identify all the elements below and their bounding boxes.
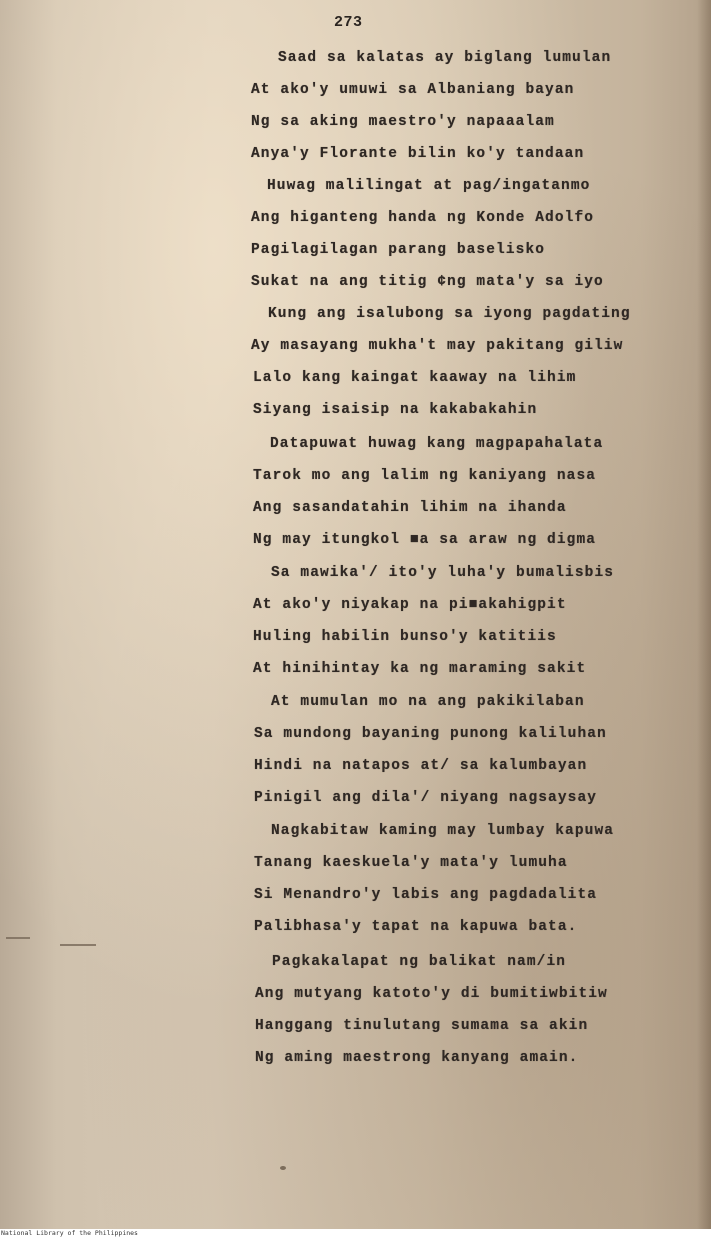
poem-line: Pinigil ang dila'/ niyang nagsaysay xyxy=(254,790,598,806)
poem-line: Sa mundong bayaning punong kaliluhan xyxy=(254,726,607,742)
footer-credit: National Library of the Philippines xyxy=(1,1229,138,1237)
page-edge-shadow xyxy=(697,0,711,1229)
poem-line: Pagilagilagan parang baselisko xyxy=(251,242,546,258)
poem-line: Ng aming maestrong kanyang amain. xyxy=(255,1050,579,1066)
poem-line: Pagkakalapat ng balikat nam/in xyxy=(272,954,567,970)
poem-line: At mumulan mo na ang pakikilaban xyxy=(271,694,585,710)
ink-spot xyxy=(280,1166,286,1170)
poem-line: Siyang isaisip na kakabakahin xyxy=(253,402,538,418)
poem-line: Tarok mo ang lalim ng kaniyang nasa xyxy=(253,468,597,484)
poem-line: Ang mutyang katoto'y di bumitiwbitiw xyxy=(255,986,608,1002)
poem-line: Saad sa kalatas ay biglang lumulan xyxy=(278,50,612,66)
poem-line: Ang sasandatahin lihim na ihanda xyxy=(253,500,567,516)
page-number: 273 xyxy=(334,14,363,31)
poem-line: Anya'y Florante bilin ko'y tandaan xyxy=(251,146,585,162)
poem-line: Kung ang isalubong sa iyong pagdating xyxy=(268,306,631,322)
poem-line: Hindi na natapos at/ sa kalumbayan xyxy=(254,758,588,774)
poem-line: Tanang kaeskuela'y mata'y lumuha xyxy=(254,855,568,871)
poem-line: Lalo kang kaingat kaaway na lihim xyxy=(253,370,577,386)
poem-line: Ng sa aking maestro'y napaaalam xyxy=(251,114,555,130)
poem-line: Palibhasa'y tapat na kapuwa bata. xyxy=(254,919,578,935)
poem-line: Ang higanteng handa ng Konde Adolfo xyxy=(251,210,595,226)
poem-line: Ay masayang mukha't may pakitang giliw xyxy=(251,338,624,354)
poem-line: At ako'y umuwi sa Albaniang bayan xyxy=(251,82,575,98)
footer-bar xyxy=(0,1229,711,1238)
poem-line: At hinihintay ka ng maraming sakit xyxy=(253,661,587,677)
poem-line: Huling habilin bunso'y katitiis xyxy=(253,629,557,645)
poem-line: Hanggang tinulutang sumama sa akin xyxy=(255,1018,589,1034)
poem-line: Ng may itungkol ■a sa araw ng digma xyxy=(253,532,597,548)
margin-mark xyxy=(60,944,96,946)
poem-line: Sukat na ang titig ¢ng mata'y sa iyo xyxy=(251,274,604,290)
poem-line: Si Menandro'y labis ang pagdadalita xyxy=(254,887,598,903)
poem-line: Datapuwat huwag kang magpapahalata xyxy=(270,436,604,452)
margin-mark xyxy=(6,937,30,939)
poem-line: At ako'y niyakap na pi■akahigpit xyxy=(253,597,567,613)
poem-line: Sa mawika'/ ito'y luha'y bumalisbis xyxy=(271,565,615,581)
poem-line: Nagkabitaw kaming may lumbay kapuwa xyxy=(271,823,615,839)
poem-line: Huwag malilingat at pag/ingatanmo xyxy=(267,178,591,194)
